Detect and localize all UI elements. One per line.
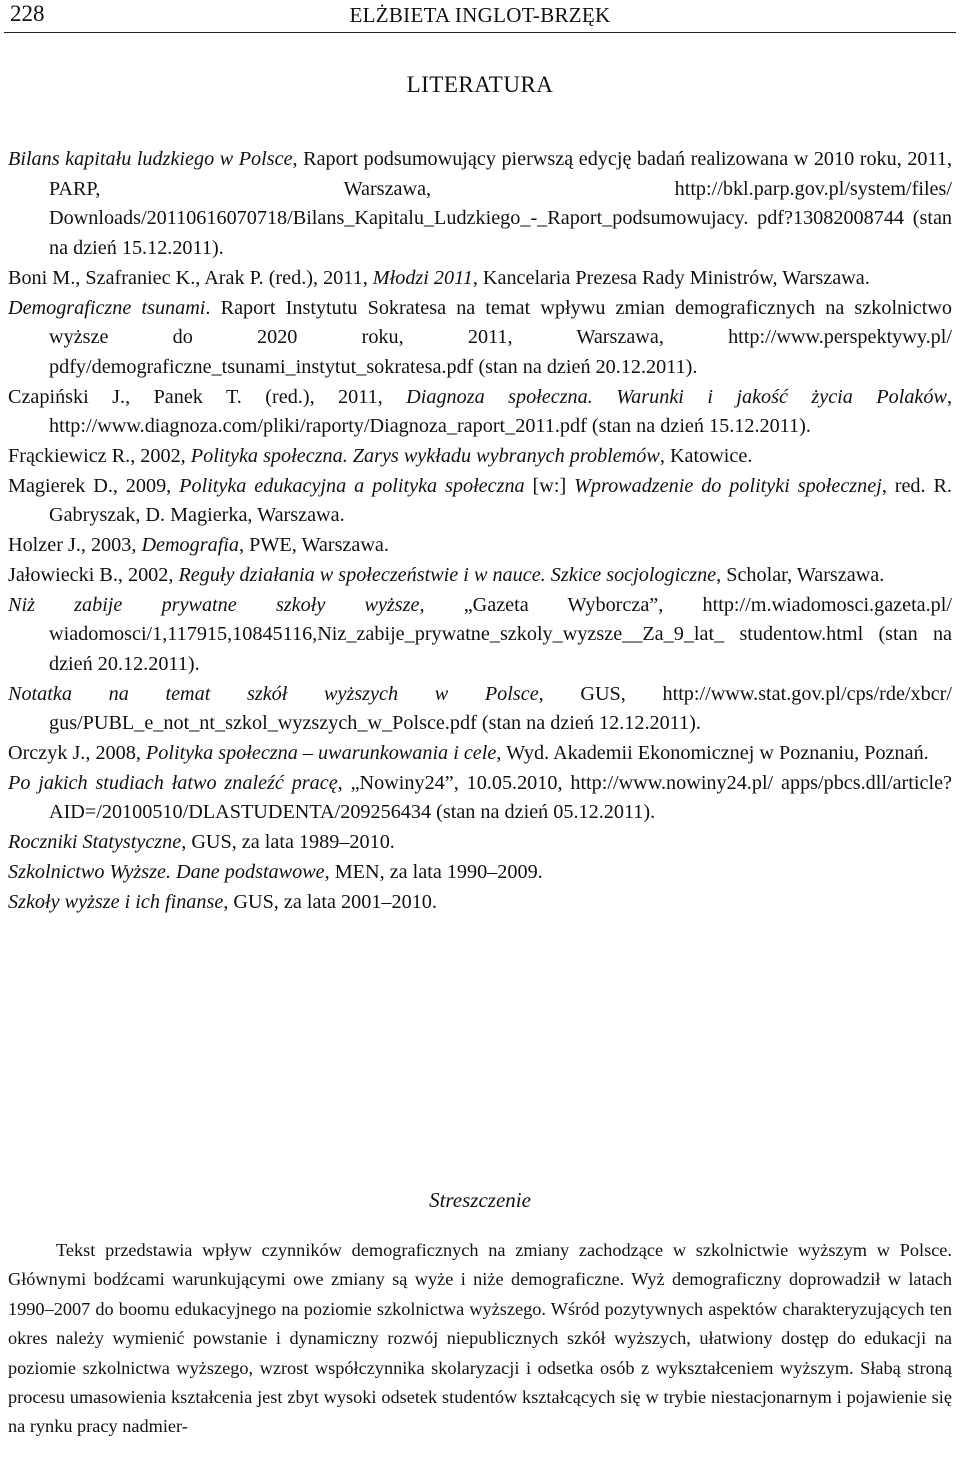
reference-title: Reguły działania w społeczeństwie i w nauce. Szkice socjologiczne <box>178 563 717 586</box>
reference-text: Orczyk J., 2008, <box>8 742 146 765</box>
reference-text: , MEN, za lata 1990–2009. <box>324 860 543 883</box>
reference-title: Roczniki Statystyczne <box>8 831 182 854</box>
reference-text: Jałowiecki B., 2002, <box>8 563 179 586</box>
reference-text: , http://www.diagnoza.com/pliki/raporty/Diagnoza_raport_2011.pdf (stan na dzień 15.12.2011). <box>49 385 953 438</box>
reference-title: Szkolnictwo Wyższe. Dane podstawowe <box>8 860 325 883</box>
reference-text: , „Gazeta Wyborcza”, http://m.wiadomosci.gazeta.pl/ wiadomosci/1,117915,10845116,Niz_zabije_prywatne_szkoly_wyzsze__Za_9_lat_ studentow.html (stan na dzień 20.12.2011). <box>49 593 952 675</box>
reference-title: Bilans kapitału ludzkiego w Polsce <box>8 148 293 170</box>
reference-title: Notatka na temat szkół wyższych w Polsce <box>8 682 539 705</box>
reference-title: Polityka edukacyjna a polityka społeczna <box>179 474 525 497</box>
reference-text: , Wyd. Akademii Ekonomicznej w Poznaniu, Poznań. <box>496 742 929 765</box>
reference-text: , Katowice. <box>659 445 753 468</box>
reference-title: Demograficzne tsunami <box>8 296 206 319</box>
reference-text: Magierek D., 2009, <box>8 474 180 497</box>
reference-text: [w:] <box>524 474 575 497</box>
reference-entry <box>8 561 952 591</box>
reference-entry <box>8 472 952 531</box>
reference-entry <box>8 264 952 294</box>
reference-text: Boni M., Szafraniec K., Arak P. (red.), 2011, <box>8 266 373 289</box>
reference-entry <box>8 828 952 858</box>
abstract-text: Tekst przedstawia wpływ czynników demograficznych na zmiany zachodzące w szkolnictwie wyższym w Polsce. Głównymi bodźcami warunkującymi owe zmiany są wyże i niże demograficzne. Wyż demograficzny doprowadził w latach 1990–2007 do boomu edukacyjnego na poziomie szkolnictwa wyższego. Wśród pozytywnych aspektów charakteryzujących ten okres należy wymienić powstanie i dynamiczny rozwój niepublicznych szkół wyższych, ułatwiony dostęp do edukacji na poziomie szkolnictwa wyższego, wzrost współczynnika skolaryzacji i odsetka osób z wykształceniem wyższym. Słabą stroną procesu umasowienia kształcenia jest zbyt wysoki odsetek studentów kształcących się w trybie niestacjonarnym i pojawienie się na rynku pracy nadmier- <box>8 1240 952 1437</box>
reference-title: Szkoły wyższe i ich finanse <box>8 890 224 913</box>
reference-text: , Raport podsumowujący pierwszą edycję badań realizowana w 2010 roku, 2011, PARP, Warszawa, http://bkl.parp.gov.pl/system/files/ Downloads/20110616070718/Bilans_Kapitalu_Ludzkiego_-_Raport_podsumowujacy. pdf?13082008744 (stan na dzień 15.12.2011). <box>49 148 952 260</box>
reference-title: Polityka społeczna. Zarys wykładu wybranych problemów <box>190 445 660 468</box>
reference-entry <box>8 531 952 561</box>
reference-entry <box>8 591 952 680</box>
reference-list <box>8 145 952 917</box>
reference-title: Po jakich studiach łatwo znaleźć pracę <box>8 771 338 794</box>
reference-entry <box>8 442 952 472</box>
reference-text: , „Nowiny24”, 10.05.2010, http://www.nowiny24.pl/ apps/pbcs.dll/article?AID=/20100510/DLASTUDENTA/209256434 (stan na dzień 05.12.2011). <box>49 771 952 824</box>
reference-entry <box>8 680 952 739</box>
reference-entry <box>8 294 952 383</box>
reference-text: Holzer J., 2003, <box>8 534 142 557</box>
reference-text: , Kancelaria Prezesa Rady Ministrów, Warszawa. <box>472 266 870 289</box>
reference-text: Frąckiewicz R., 2002, <box>8 445 191 468</box>
reference-title: Demografia <box>141 534 240 557</box>
section-title: LITERATURA <box>406 72 554 97</box>
reference-entry <box>8 739 952 769</box>
page-header <box>4 0 956 33</box>
reference-text: , GUS, za lata 1989–2010. <box>181 831 395 854</box>
reference-text: , GUS, http://www.stat.gov.pl/cps/rde/xbcr/ gus/PUBL_e_not_nt_szkol_wyzszych_w_Polsce.pdf (stan na dzień 12.12.2011). <box>49 682 952 735</box>
reference-title: Młodzi 2011 <box>372 266 473 289</box>
reference-text: , GUS, za lata 2001–2010. <box>223 890 437 913</box>
reference-title: Niż zabije prywatne szkoły wyższe <box>8 593 420 616</box>
abstract-title: Streszczenie <box>429 1188 531 1212</box>
reference-title: Wprowadzenie do polityki społecznej <box>574 474 882 497</box>
reference-text: , Scholar, Warszawa. <box>716 563 885 586</box>
running-head: ELŻBIETA INGLOT-BRZĘK <box>349 3 611 27</box>
reference-text: Czapiński J., Panek T. (red.), 2011, <box>8 385 407 408</box>
reference-text: . Raport Instytutu Sokratesa na temat wpływu zmian demograficznych na szkolnictwo wyższe do 2020 roku, 2011, Warszawa, http://www.perspektywy.pl/ pdfy/demograficzne_tsunami_instytut_sokratesa.pdf (stan na dzień 20.12.2011). <box>49 296 952 378</box>
reference-text: , red. R. Gabryszak, D. Magierka, Warszawa. <box>49 474 952 527</box>
reference-entry <box>8 858 952 888</box>
page-number: 228 <box>10 1 45 26</box>
reference-text: , PWE, Warszawa. <box>239 534 389 557</box>
reference-title: Diagnoza społeczna. Warunki i jakość życia Polaków <box>406 385 947 408</box>
reference-entry <box>8 145 952 264</box>
reference-entry <box>8 383 952 442</box>
reference-title: Polityka społeczna – uwarunkowania i cele <box>145 742 497 765</box>
reference-entry <box>8 888 952 918</box>
reference-entry <box>8 769 952 828</box>
